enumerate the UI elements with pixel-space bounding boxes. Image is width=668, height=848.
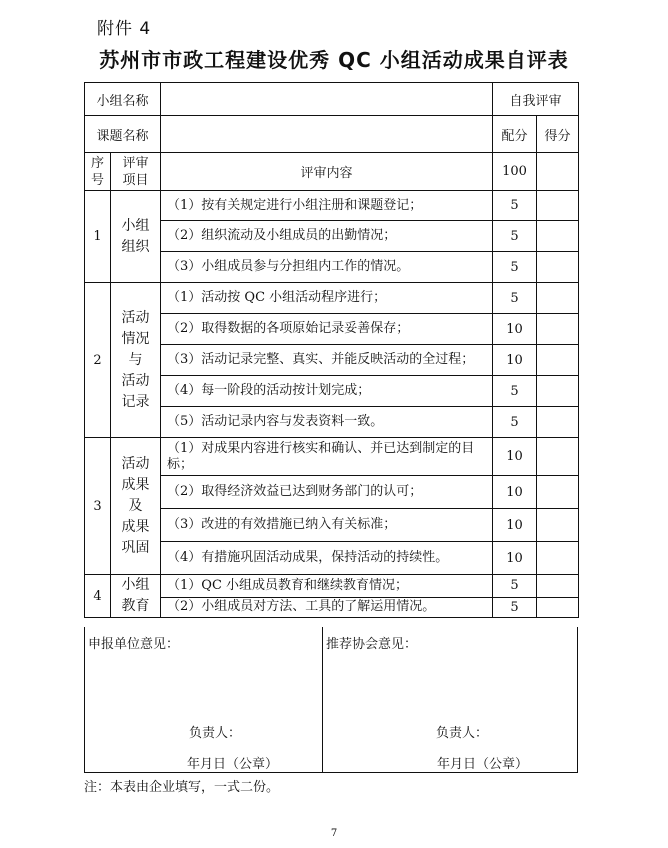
criteria-content: （2）取得经济效益已达到财务部门的认可； bbox=[161, 476, 493, 509]
topic-name-value[interactable] bbox=[161, 116, 493, 153]
points-label: 配分 bbox=[493, 116, 537, 153]
total-score-cell[interactable] bbox=[537, 153, 579, 191]
evaluation-table bbox=[84, 82, 579, 618]
criteria-points: 5 bbox=[493, 597, 537, 617]
group-name-value[interactable] bbox=[161, 83, 493, 116]
criteria-points: 5 bbox=[493, 252, 537, 283]
criteria-content: （3）小组成员参与分担组内工作的情况。 bbox=[161, 252, 493, 283]
criteria-points: 10 bbox=[493, 314, 537, 345]
section-seq: 2 bbox=[85, 283, 111, 438]
criteria-content: （3）活动记录完整、真实、并能反映活动的全过程； bbox=[161, 345, 493, 376]
group-name-label: 小组名称 bbox=[85, 83, 161, 116]
criteria-points: 5 bbox=[493, 191, 537, 221]
criteria-content: （4）有措施巩固活动成果，保持活动的持续性。 bbox=[161, 542, 493, 575]
criteria-content: （2）组织流动及小组成员的出勤情况； bbox=[161, 221, 493, 252]
criteria-content: （3）改进的有效措施已纳入有关标准； bbox=[161, 509, 493, 542]
association-date-label: 年月日（公章） bbox=[437, 757, 529, 772]
criteria-points: 10 bbox=[493, 509, 537, 542]
item-header: 评审 项目 bbox=[111, 153, 161, 191]
criteria-points: 10 bbox=[493, 438, 537, 476]
total-points: 100 bbox=[493, 153, 537, 191]
association-opinion-label: 推荐协会意见： bbox=[326, 637, 418, 652]
section-seq: 3 bbox=[85, 438, 111, 575]
score-label: 得分 bbox=[537, 116, 579, 153]
criteria-row bbox=[85, 191, 579, 221]
criteria-score-cell[interactable] bbox=[537, 221, 579, 252]
section-seq: 1 bbox=[85, 191, 111, 283]
seq-header: 序 号 bbox=[85, 153, 111, 191]
applicant-date-label: 年月日（公章） bbox=[187, 757, 279, 772]
section-item: 小组 教育 bbox=[111, 575, 161, 618]
group-name-row bbox=[85, 83, 579, 116]
section-item: 活动 成果 及 成果 巩固 bbox=[111, 438, 161, 575]
section-item: 小组 组织 bbox=[111, 191, 161, 283]
opinions-area bbox=[84, 627, 578, 773]
criteria-content: （4）每一阶段的活动按计划完成； bbox=[161, 376, 493, 407]
criteria-points: 5 bbox=[493, 376, 537, 407]
footnote: 注：本表由企业填写，一式二份。 bbox=[84, 780, 280, 795]
criteria-points: 5 bbox=[493, 407, 537, 438]
criteria-score-cell[interactable] bbox=[537, 542, 579, 575]
section-seq: 4 bbox=[85, 575, 111, 618]
criteria-points: 5 bbox=[493, 221, 537, 252]
criteria-content: （1）QC 小组成员教育和继续教育情况； bbox=[161, 575, 493, 598]
column-header-row bbox=[85, 153, 579, 191]
criteria-score-cell[interactable] bbox=[537, 476, 579, 509]
section-item: 活动 情况 与 活动 记录 bbox=[111, 283, 161, 438]
criteria-score-cell[interactable] bbox=[537, 575, 579, 598]
annex-label: 附件 4 bbox=[97, 19, 152, 39]
criteria-points: 10 bbox=[493, 345, 537, 376]
criteria-points: 10 bbox=[493, 542, 537, 575]
criteria-content: （1）活动按 QC 小组活动程序进行； bbox=[161, 283, 493, 314]
criteria-score-cell[interactable] bbox=[537, 438, 579, 476]
criteria-points: 5 bbox=[493, 575, 537, 598]
criteria-row bbox=[85, 283, 579, 314]
form-title: 苏州市市政工程建设优秀 QC 小组活动成果自评表 bbox=[99, 48, 569, 72]
self-eval-label: 自我评审 bbox=[493, 83, 579, 116]
page-number: 7 bbox=[330, 828, 338, 839]
criteria-score-cell[interactable] bbox=[537, 509, 579, 542]
association-responsible-label: 负责人： bbox=[436, 726, 489, 741]
criteria-content: （1）对成果内容进行核实和确认、并已达到制定的目标； bbox=[161, 438, 493, 476]
topic-name-row bbox=[85, 116, 579, 153]
criteria-row bbox=[85, 438, 579, 476]
applicant-opinion-label: 申报单位意见： bbox=[88, 637, 180, 652]
criteria-content: （2）小组成员对方法、工具的了解运用情况。 bbox=[161, 597, 493, 617]
criteria-score-cell[interactable] bbox=[537, 314, 579, 345]
criteria-content: （5）活动记录内容与发表资料一致。 bbox=[161, 407, 493, 438]
criteria-score-cell[interactable] bbox=[537, 252, 579, 283]
criteria-score-cell[interactable] bbox=[537, 345, 579, 376]
applicant-responsible-label: 负责人： bbox=[189, 726, 242, 741]
opinions-divider bbox=[322, 627, 323, 772]
criteria-points: 5 bbox=[493, 283, 537, 314]
criteria-score-cell[interactable] bbox=[537, 376, 579, 407]
content-header: 评审内容 bbox=[161, 153, 493, 191]
criteria-score-cell[interactable] bbox=[537, 597, 579, 617]
criteria-content: （1）按有关规定进行小组注册和课题登记； bbox=[161, 191, 493, 221]
criteria-row bbox=[85, 575, 579, 598]
criteria-score-cell[interactable] bbox=[537, 283, 579, 314]
criteria-score-cell[interactable] bbox=[537, 407, 579, 438]
criteria-content: （2）取得数据的各项原始记录妥善保存； bbox=[161, 314, 493, 345]
topic-name-label: 课题名称 bbox=[85, 116, 161, 153]
criteria-score-cell[interactable] bbox=[537, 191, 579, 221]
criteria-points: 10 bbox=[493, 476, 537, 509]
